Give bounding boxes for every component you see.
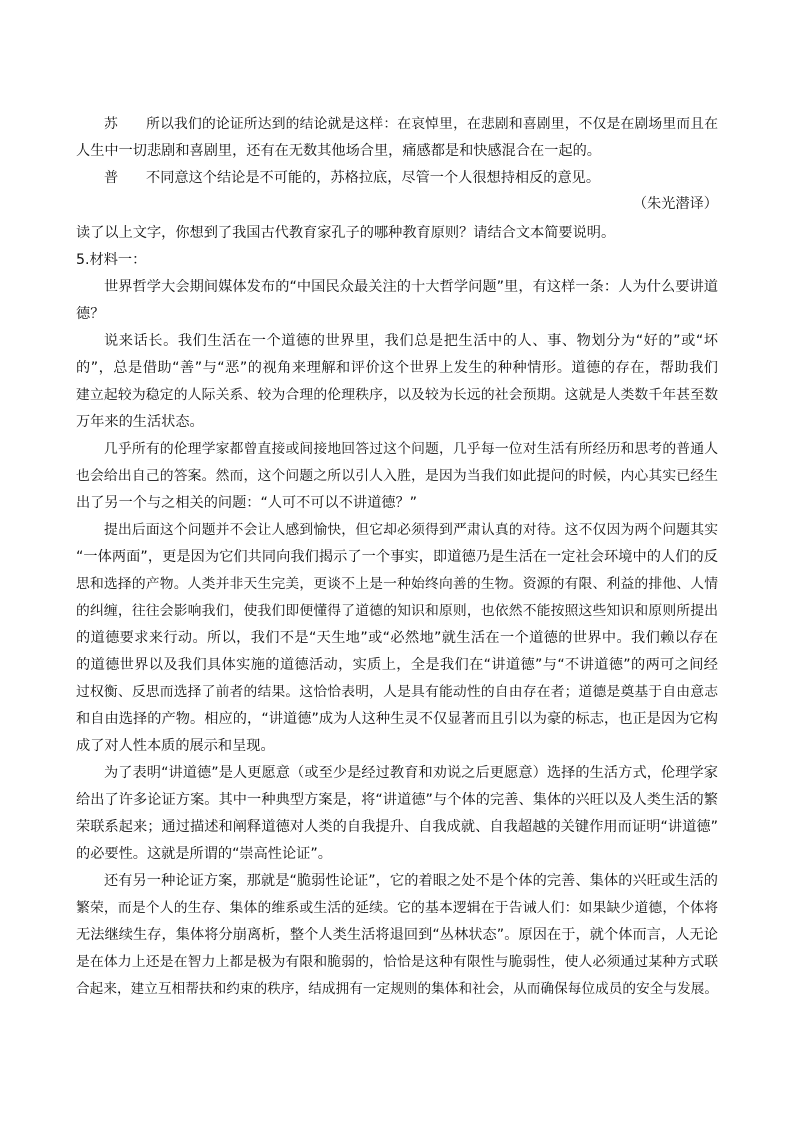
speaker-pu: 普 xyxy=(104,170,119,186)
body-line: 繁荣，而是个人的生存、集体的维系或生活的延续。它的基本逻辑在于告诫人们：如果缺少道德，个体将 xyxy=(76,900,718,916)
body-line: 给出了许多论证方案。其中一种典型方案是，将“讲道德”与个体的完善、集体的兴旺以及人类生活的繁 xyxy=(76,792,718,808)
body-line: 几乎所有的伦理学家都曾直接或间接地回答过这个问题，几乎每一位对生活有所经历和思考的普通人 xyxy=(104,441,718,457)
body-line: 也会给出自己的答案。然而，这个问题之所以引人入胜，是因为当我们如此提问的时候，内心其实已经生 xyxy=(76,468,718,484)
body-line: 的必要性。这就是所谓的“崇高性论证”。 xyxy=(76,846,332,862)
body-line: 的道德世界以及我们具体实施的道德活动，实质上，全是我们在“讲道德”与“不讲道德”的两可之间经 xyxy=(76,657,718,673)
body-line: 提出后面这个问题并不会让人感到愉快，但它却必须得到严肃认真的对待。这不仅因为两个问题其实 xyxy=(104,522,718,538)
body-line: 和自由选择的产物。相应的，“讲道德”成为人这种生灵不仅显著而且引以为豪的标志，也正是因为它构 xyxy=(76,711,718,727)
section-heading: 5.材料一： xyxy=(76,252,147,268)
body-line: 合起来，建立互相帮扶和约束的秩序，结成拥有一定规则的集体和社会，从而确保每位成员的安全与发展。 xyxy=(76,981,718,997)
body-line: 世界哲学大会期间媒体发布的“中国民众最关注的十大哲学问题”里，有这样一条：人为什么要讲道 xyxy=(104,279,718,295)
body-line: 为了表明“讲道德”是人更愿意（或至少是经过教育和劝说之后更愿意）选择的生活方式，伦理学家 xyxy=(104,765,718,781)
body-line: 德？ xyxy=(76,306,105,322)
body-line: 成了对人性本质的展示和呈现。 xyxy=(76,738,275,754)
body-line: 的”，总是借助“善”与“恶”的视角来理解和评价这个世界上发生的种种情形。道德的存在，帮助我们 xyxy=(76,360,718,376)
body-line: 的道德要求来行动。所以，我们不是“天生地”或“必然地”就生活在一个道德的世界中。我们赖以存在 xyxy=(76,630,718,646)
body-line: 出了另一个与之相关的问题：“人可不可以不讲道德？” xyxy=(76,495,418,511)
translator-credit: （朱光潜译） xyxy=(632,196,718,212)
body-line: 荣联系起来；通过描述和阐释道德对人类的自我提升、自我成就、自我超越的关键作用而证明“讲道德” xyxy=(76,819,718,835)
body-line: 的纠缠，往往会影响我们，使我们即便懂得了道德的知识和原则，也依然不能按照这些知识和原则所提出 xyxy=(76,603,718,619)
dialogue-pu-line xyxy=(76,165,718,192)
dialogue-pu-text: 不同意这个结论是不可能的，苏格拉底，尽管一个人很想持相反的意见。 xyxy=(146,170,601,186)
body-line: 过权衡、反思而选择了前者的结果。这恰恰表明，人是具有能动性的自由存在者；道德是奠基于自由意志 xyxy=(76,684,718,700)
dialogue-su-text-2: 人生中一切悲剧和喜剧里，还有在无数其他场合里，痛感都是和快感混合在一起的。 xyxy=(76,143,601,159)
body-line: 思和选择的产物。人类并非天生完美，更谈不上是一种始终向善的生物。资源的有限、利益的排他、人情 xyxy=(76,576,718,592)
speaker-su: 苏 xyxy=(104,116,118,132)
body-line: 无法继续生存，集体将分崩离析，整个人类生活将退回到“丛林状态”。原因在于，就个体而言，人无论 xyxy=(76,927,718,943)
body-line: “一体两面”，更是因为它们共同向我们揭示了一个事实，即道德乃是生活在一定社会环境中的人们的反 xyxy=(76,549,718,565)
dialogue-su-text-1: 所以我们的论证所达到的结论就是这样：在哀悼里，在悲剧和喜剧里，不仅是在剧场里而且在 xyxy=(146,116,718,132)
body-line: 万年来的生活状态。 xyxy=(76,414,204,430)
question-text: 读了以上文字，你想到了我国古代教育家孔子的哪种教育原则？请结合文本简要说明。 xyxy=(76,225,616,241)
body-line: 是在体力上还是在智力上都是极为有限和脆弱的，恰恰是这种有限性与脆弱性，使人必须通过某种方式联 xyxy=(76,954,718,970)
dialogue-su-line xyxy=(76,111,718,138)
body-line: 说来话长。我们生活在一个道德的世界里，我们总是把生活中的人、事、物划分为“好的”或“坏 xyxy=(104,333,718,349)
body-line: 建立起较为稳定的人际关系、较为合理的伦理秩序，以及较为长远的社会预期。这就是人类数千年甚至数 xyxy=(76,387,718,403)
body-line: 还有另一种论证方案，那就是“脆弱性论证”，它的着眼之处不是个体的完善、集体的兴旺或生活的 xyxy=(104,873,718,889)
